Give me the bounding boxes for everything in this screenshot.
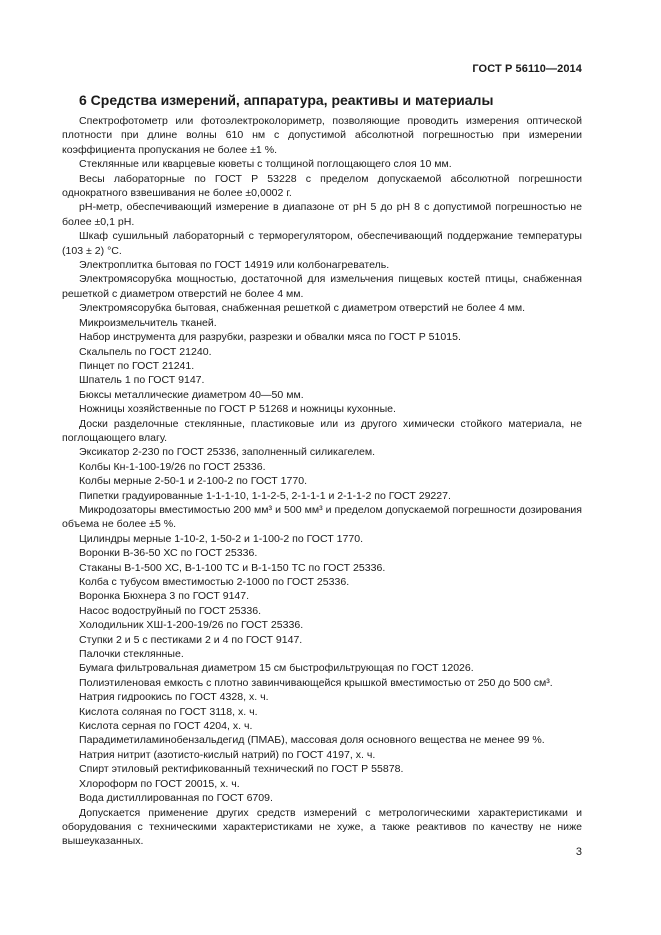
paragraph: Ступки 2 и 5 с пестиками 2 и 4 по ГОСТ 9147. [79,633,303,646]
paragraph: Доски разделочные стеклянные, пластиковые или из другого химически стойкого материала, не поглощающего влагу. [62,417,582,444]
paragraph: Весы лабораторные по ГОСТ Р 53228 с пределом допускаемой абсолютной погрешности однократного взвешивания не более ±0,0002 г. [62,172,582,200]
paragraph: Парадиметиламинобензальдегид (ПМАБ), массовая доля основного вещества не менее 99 %. [79,734,545,747]
paragraph: Стеклянные или кварцевые кюветы с толщиной поглощающего слоя 10 мм. [79,158,452,171]
paragraph: Насос водоструйный по ГОСТ 25336. [79,604,262,617]
paragraph: Холодильник ХШ-1-200-19/26 по ГОСТ 25336. [79,619,304,632]
paragraph: Ножницы хозяйственные по ГОСТ Р 51268 и ножницы кухонные. [79,403,396,416]
paragraph: Воронки В-36-50 ХС по ГОСТ 25336. [79,547,258,560]
paragraph: Вода дистиллированная по ГОСТ 6709. [79,792,273,805]
page-number: 3 [575,846,582,858]
paragraph: Полиэтиленовая емкость с плотно завинчивающейся крышкой вместимостью от 250 до 500 см³. [79,676,553,689]
paragraph: Хлороформ по ГОСТ 20015, х. ч. [79,777,240,790]
paragraph: Пинцет по ГОСТ 21241. [79,359,195,372]
paragraph: Бюксы металлические диаметром 40—50 мм. [79,388,304,401]
paragraph: Натрия гидроокись по ГОСТ 4328, х. ч. [79,691,269,704]
paragraph: Колбы Кн-1-100-19/26 по ГОСТ 25336. [79,460,266,473]
paragraph: Пипетки градуированные 1-1-1-10, 1-1-2-5, 2-1-1-1 и 2-1-1-2 по ГОСТ 29227. [79,489,451,502]
section-body [62,114,582,849]
document-code: ГОСТ Р 56110—2014 [472,63,582,75]
paragraph: Воронка Бюхнера 3 по ГОСТ 9147. [79,590,250,603]
paragraph: Бумага фильтровальная диаметром 15 см быстрофильтрующая по ГОСТ 12026. [79,662,474,675]
paragraph: Допускается применение других средств измерений с метрологическими характеристиками и оборудования с техническими характеристиками не хуже, а также реактивов по качеству не ниже вышеуказанных. [62,806,582,848]
paragraph: Колбы мерные 2-50-1 и 2-100-2 по ГОСТ 1770. [79,475,308,488]
paragraph: Палочки стеклянные. [79,648,184,661]
paragraph: Спектрофотометр или фотоэлектроколориметр, позволяющие проводить измерения оптической плотности при длине волны 610 нм с допустимой абсолютной погрешностью при измерении коэффициента пропускания не более ±1 %. [62,115,582,156]
paragraph: Колба с тубусом вместимостью 2-1000 по ГОСТ 25336. [79,576,350,588]
paragraph: Набор инструмента для разрубки, разрезки и обвалки мяса по ГОСТ Р 51015. [79,331,461,344]
paragraph: Спирт этиловый ректификованный технический по ГОСТ Р 55878. [79,763,404,776]
paragraph: рН-метр, обеспечивающий измерение в диапазоне от рН 5 до рН 8 с допустимой погрешностью не более ±0,1 рН. [62,201,582,228]
paragraph: Натрия нитрит (азотисто-кислый натрий) по ГОСТ 4197, х. ч. [79,748,376,761]
section-title: 6 Средства измерений, аппаратура, реактивы и материалы [79,92,494,108]
paragraph: Шпатель 1 по ГОСТ 9147. [79,374,205,387]
paragraph: Цилиндры мерные 1-10-2, 1-50-2 и 1-100-2 по ГОСТ 1770. [79,532,364,545]
paragraph: Кислота серная по ГОСТ 4204, х. ч. [79,720,253,733]
paragraph: Электромясорубка бытовая, снабженная решеткой с диаметром отверстий не более 4 мм. [79,302,526,315]
paragraph: Эксикатор 2-230 по ГОСТ 25336, заполненный силикагелем. [79,446,376,459]
paragraph: Микродозаторы вместимостью 200 мм³ и 500 мм³ и пределом допускаемой погрешности дозирования объема не более ±5 %. [62,503,582,531]
paragraph: Скальпель по ГОСТ 21240. [79,345,212,358]
paragraph: Стаканы В-1-500 ХС, В-1-100 ТС и В-1-150 ТС по ГОСТ 25336. [79,561,386,574]
paragraph: Электромясорубка мощностью, достаточной для измельчения пищевых костей птицы, снабженная решеткой с диаметром отверстий не более 4 мм. [62,273,582,300]
paragraph: Электроплитка бытовая по ГОСТ 14919 или колбонагреватель. [79,259,390,272]
paragraph: Шкаф сушильный лабораторный с терморегулятором, обеспечивающий поддержание температуры (103 ± 2) °С. [62,230,582,257]
paragraph: Микроизмельчитель тканей. [79,316,217,329]
paragraph: Кислота соляная по ГОСТ 3118, х. ч. [79,705,258,718]
